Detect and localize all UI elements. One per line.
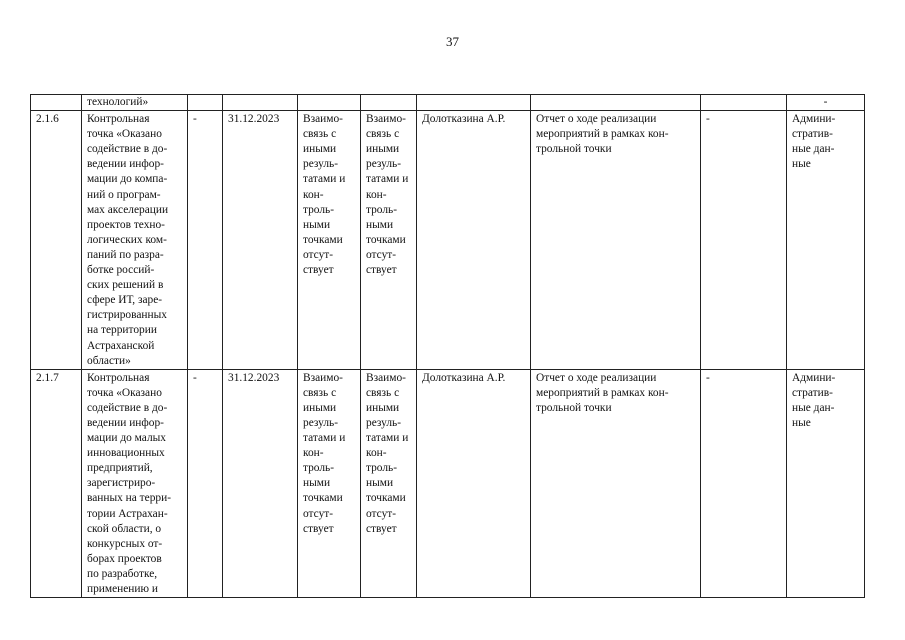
page-number: 37 [446, 34, 459, 49]
checkpoint-name-cell: Контрольная точка «Оказано содействие в до- ведении инфор- мации до малых инновационных предприятий, зарегистриро- ванных на терри- тории Астрахан- ской области, о конкурсных от- борах проектов по разработке, применению и [82, 369, 188, 597]
continuation-number-cell [31, 95, 82, 111]
link-next-cell: Взаимо- связь с иными резуль- татами и кон- троль- ными точками отсут- ствует [361, 369, 417, 597]
continuation-cell [531, 95, 701, 111]
table-row [31, 111, 865, 370]
continuation-cell [223, 95, 298, 111]
continuation-cell [188, 95, 223, 111]
start-date-cell: - [188, 111, 223, 370]
continuation-text-cell: технологий» [82, 95, 188, 111]
continuation-cell [298, 95, 361, 111]
continuation-last-cell: - [787, 95, 865, 111]
link-next-cell: Взаимо- связь с иными резуль- татами и кон- троль- ными точками отсут- ствует [361, 111, 417, 370]
info-system-cell: - [701, 111, 787, 370]
table-row [31, 369, 865, 597]
link-prev-cell: Взаимо- связь с иными резуль- татами и кон- троль- ными точками отсут- ствует [298, 369, 361, 597]
continuation-cell [701, 95, 787, 111]
start-date-cell: - [188, 369, 223, 597]
row-number-cell: 2.1.7 [31, 369, 82, 597]
responsible-cell: Долотказина А.Р. [417, 111, 531, 370]
continuation-cell [361, 95, 417, 111]
source-cell: Админи- стратив- ные дан- ные [787, 111, 865, 370]
end-date-cell: 31.12.2023 [223, 369, 298, 597]
document-cell: Отчет о ходе реализации мероприятий в рамках кон- трольной точки [531, 111, 701, 370]
source-cell: Админи- стратив- ные дан- ные [787, 369, 865, 597]
continuation-cell [417, 95, 531, 111]
checkpoints-table [30, 94, 865, 598]
link-prev-cell: Взаимо- связь с иными резуль- татами и кон- троль- ными точками отсут- ствует [298, 111, 361, 370]
checkpoint-name-cell: Контрольная точка «Оказано содействие в до- ведении инфор- мации до компа- ний о програм- мах акселерации проектов техно- логических ком- паний по разра- ботке россий- ских решений в сфере ИТ, заре- гистрированных на территории Астраханской области» [82, 111, 188, 370]
info-system-cell: - [701, 369, 787, 597]
end-date-cell: 31.12.2023 [223, 111, 298, 370]
document-cell: Отчет о ходе реализации мероприятий в рамках кон- трольной точки [531, 369, 701, 597]
table-row-continuation [31, 95, 865, 111]
responsible-cell: Долотказина А.Р. [417, 369, 531, 597]
row-number-cell: 2.1.6 [31, 111, 82, 370]
